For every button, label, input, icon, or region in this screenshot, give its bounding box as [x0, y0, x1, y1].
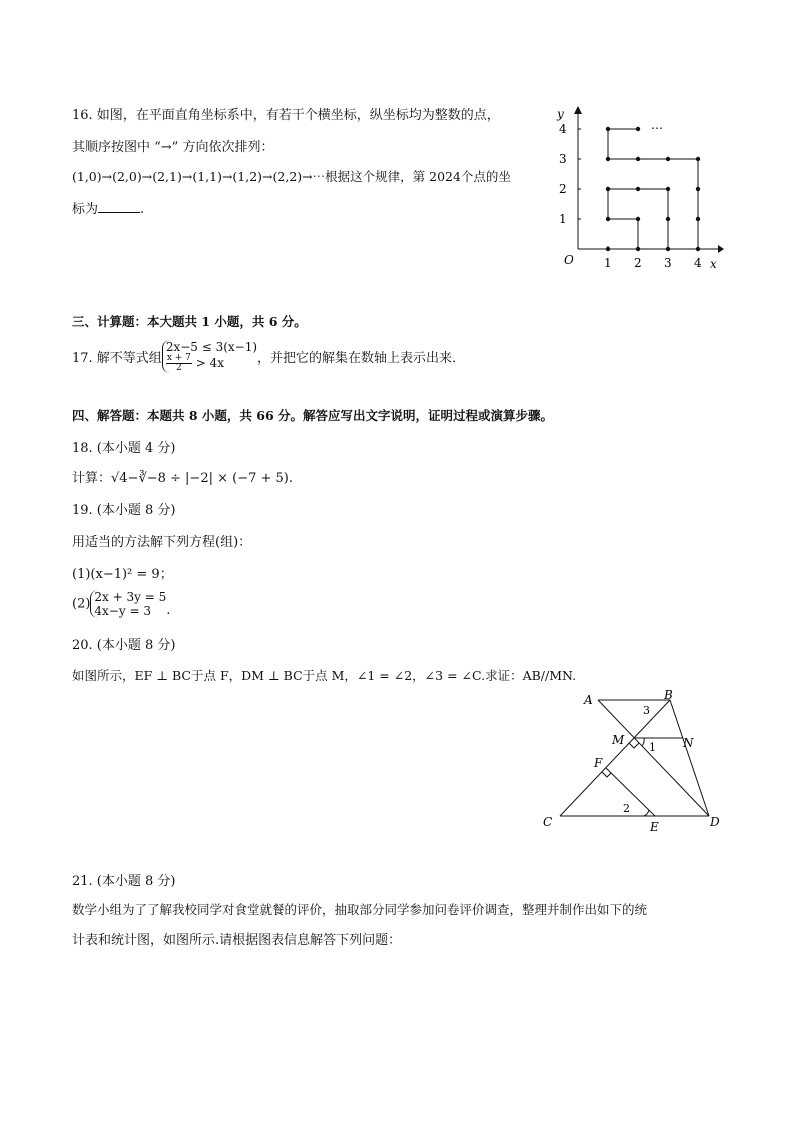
q20-head: 20. (本小题 8 分) — [72, 638, 176, 653]
label-angle-3: 3 — [643, 704, 650, 717]
y-axis-arrow — [574, 106, 582, 114]
q17-prefix: 17. 解不等式组 — [72, 351, 162, 366]
q16-line4 — [72, 198, 144, 217]
section3-heading: 三、计算题：本大题共 1 小题，共 6 分。 — [72, 314, 307, 329]
q19-part2 — [72, 590, 170, 618]
y-tick-4: 4 — [559, 122, 567, 136]
x-tick-1: 1 — [604, 256, 612, 270]
q17-frac-num: x + 7 — [166, 353, 191, 363]
q17 — [72, 340, 465, 373]
q17-inequality-system — [162, 340, 257, 373]
y-axis-label: y — [557, 107, 564, 121]
x-axis-label: x — [710, 257, 717, 271]
y-tick-1: 1 — [559, 212, 567, 226]
q19-part1: (1)(x−1)² = 9； — [72, 567, 173, 582]
q17-ineq2-rest: > 4x — [195, 356, 224, 370]
q19-part2-end: . — [166, 603, 171, 618]
q19-part2-label: (2) — [72, 596, 91, 612]
angle-2-arc — [644, 810, 649, 816]
angle-1-arc — [642, 738, 644, 746]
graph-ellipsis: ⋯ — [651, 121, 663, 135]
label-E: E — [650, 820, 659, 834]
q17-frac-den: 2 — [175, 363, 182, 373]
right-angle-M — [629, 743, 639, 748]
q16-line3: (1,0)→(2,0)→(2,1)→(1,1)→(1,2)→(2,2)→⋯根据这个规律，第 2024个点的坐 — [72, 169, 511, 184]
q18-body: 计算：√4−∛−8 ÷ |−2| × (−7 + 5). — [72, 471, 294, 486]
sequence-path — [608, 129, 698, 249]
q17-suffix: ，并把它的解集在数轴上表示出来． — [257, 351, 466, 366]
x-tick-4: 4 — [694, 256, 702, 270]
label-C: C — [543, 815, 553, 829]
label-N: N — [683, 736, 694, 750]
x-tick-2: 2 — [634, 256, 642, 270]
section4-heading: 四、解答题：本题共 8 小题，共 66 分。解答应写出文字说明，证明过程或演算步骤。 — [72, 408, 554, 423]
q19-eq2: 4x−y = 3 — [94, 604, 151, 618]
q16-coordinate-graph — [548, 100, 728, 275]
q16-line4-pre: 标为 — [72, 202, 99, 217]
q16-line2: 其顺序按图中 “→” 方向依次排列： — [72, 140, 274, 155]
segment-FE — [606, 768, 655, 816]
x-axis-arrow — [718, 245, 724, 253]
q16-line4-post: . — [140, 202, 145, 217]
q21-line1: 数学小组为了了解我校同学对食堂就餐的评价，抽取部分同学参加问卷评价调查，整理并制作出如下的统 — [72, 902, 648, 917]
right-angle-F — [602, 772, 611, 777]
q20-geometry-figure — [538, 686, 728, 836]
q20-body: 如图所示，EF ⊥ BC于点 F，DM ⊥ BC于点 M，∠1 = ∠2，∠3 = ∠C.求证：AB//MN. — [72, 668, 577, 683]
label-D: D — [710, 815, 720, 829]
x-tick-3: 3 — [664, 256, 672, 270]
q21-head: 21. (本小题 8 分) — [72, 874, 176, 889]
label-B: B — [664, 688, 673, 702]
segment-BD — [670, 700, 709, 816]
label-F: F — [594, 756, 603, 770]
q19-equation-system — [90, 590, 166, 618]
q19-intro: 用适当的方法解下列方程(组)： — [72, 535, 252, 550]
q21-line2: 计表和统计图，如图所示.请根据图表信息解答下列问题： — [72, 933, 402, 948]
q19-head: 19. (本小题 8 分) — [72, 503, 176, 518]
q18-head: 18. (本小题 4 分) — [72, 441, 176, 456]
y-tick-2: 2 — [559, 182, 567, 196]
label-A: A — [584, 693, 593, 707]
y-tick-3: 3 — [559, 152, 567, 166]
label-angle-2: 2 — [623, 802, 630, 815]
q16-line1: 16. 如图，在平面直角坐标系中，有若干个横坐标，纵坐标均为整数的点， — [72, 108, 500, 123]
answer-blank — [98, 200, 140, 213]
label-M: M — [612, 733, 625, 747]
origin-label: O — [564, 253, 574, 267]
label-angle-1: 1 — [649, 741, 656, 754]
q17-ineq1: 2x−5 ≤ 3(x−1) — [165, 340, 258, 354]
q17-fraction — [166, 354, 192, 373]
q19-eq1: 2x + 3y = 5 — [94, 590, 167, 604]
